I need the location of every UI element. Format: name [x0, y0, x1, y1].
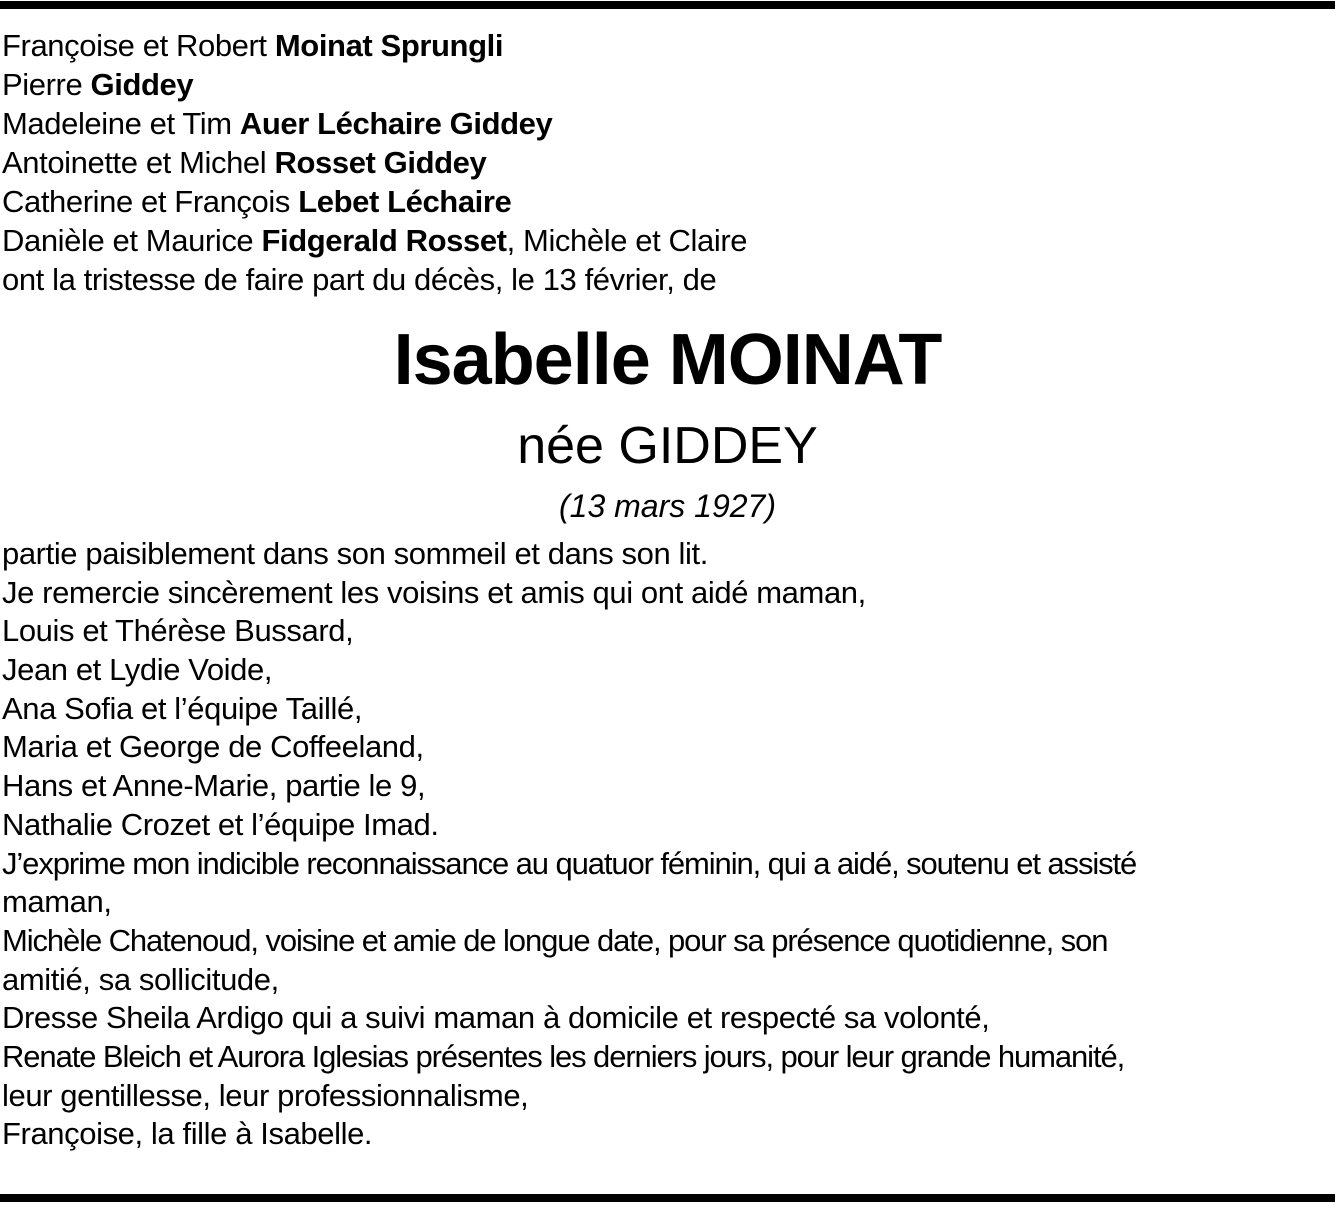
family-surname: Giddey	[90, 67, 194, 102]
body-line: Dresse Sheila Ardigo qui a suivi maman à domicile et respecté sa volonté,	[2, 1000, 990, 1036]
family-surname: Lebet Léchaire	[298, 184, 512, 219]
acknowledgements	[2, 535, 1332, 1154]
family-line: Catherine et François Lebet Léchaire	[2, 184, 512, 219]
birth-date: (13 mars 1927)	[559, 488, 776, 524]
maiden-name: née GIDDEY	[517, 417, 818, 475]
family-line: Antoinette et Michel Rosset Giddey	[2, 145, 487, 180]
body-line: maman,	[2, 884, 112, 920]
deceased-name: Isabelle MOINAT	[393, 320, 942, 400]
announcement-line: ont la tristesse de faire part du décès, le 13 février, de	[2, 262, 717, 297]
body-line: Renate Bleich et Aurora Iglesias présentes les derniers jours, pour leur grande humanité,	[2, 1038, 1125, 1074]
family-surname: Fidgerald Rosset	[261, 223, 507, 258]
body-line: Ana Sofia et l’équipe Taillé,	[2, 690, 363, 726]
family-line: Danièle et Maurice Fidgerald Rosset, Michèle et Claire	[2, 223, 748, 258]
body-line: Nathalie Crozet et l’équipe Imad.	[2, 806, 439, 842]
family-announcement	[2, 26, 1332, 299]
body-line: partie paisiblement dans son sommeil et dans son lit.	[2, 536, 708, 571]
body-line: Hans et Anne-Marie, partie le 9,	[2, 768, 426, 804]
body-line: Louis et Thérèse Bussard,	[2, 613, 354, 649]
body-line: J’exprime mon indicible reconnaissance au quatuor féminin, qui a aidé, soutenu et assisté	[2, 845, 1137, 881]
family-surname: Auer Léchaire Giddey	[239, 106, 553, 141]
body-line: Je remercie sincèrement les voisins et amis qui ont aidé maman,	[2, 574, 866, 610]
body-line: amitié, sa sollicitude,	[2, 961, 279, 997]
body-line: Michèle Chatenoud, voisine et amie de longue date, pour sa présence quotidienne, son	[2, 922, 1108, 958]
body-line: Jean et Lydie Voide,	[2, 652, 273, 688]
family-surname: Rosset Giddey	[274, 145, 487, 180]
family-line: Madeleine et Tim Auer Léchaire Giddey	[2, 106, 553, 141]
family-surname: Moinat Sprungli	[274, 28, 504, 63]
family-line: Pierre Giddey	[2, 67, 194, 102]
body-line: Françoise, la fille à Isabelle.	[2, 1116, 373, 1152]
body-line: Maria et George de Coffeeland,	[2, 729, 424, 765]
top-rule	[0, 1, 1335, 9]
body-line: leur gentillesse, leur professionnalisme,	[2, 1077, 529, 1113]
bottom-rule	[0, 1194, 1335, 1202]
family-line: Françoise et Robert Moinat Sprungli	[2, 28, 504, 63]
